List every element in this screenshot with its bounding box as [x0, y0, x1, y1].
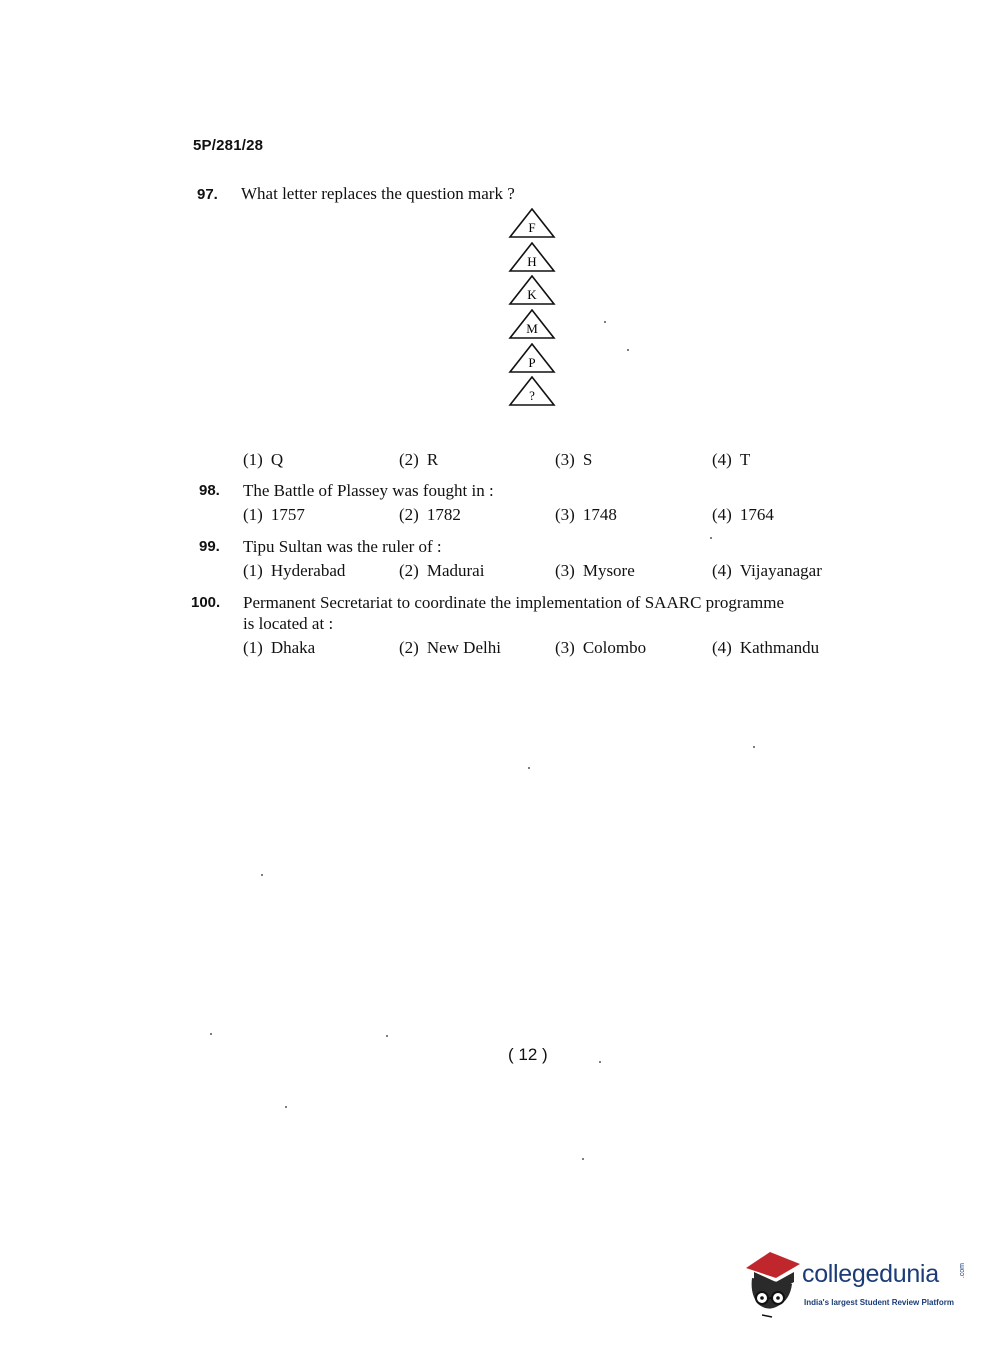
- scan-speck: [528, 767, 530, 769]
- triangle-letter: H: [527, 253, 537, 269]
- logo-wordmark: collegedunia: [802, 1260, 939, 1288]
- triangle-figure: [508, 275, 556, 305]
- triangle-figure: [508, 242, 556, 272]
- scan-speck: [753, 746, 755, 748]
- option-100-4[interactable]: (4) Kathmandu: [712, 638, 820, 657]
- collegedunia-logo: [742, 1248, 972, 1318]
- scan-speck: [710, 537, 712, 539]
- logo-tagline: India's largest Student Review Platform: [804, 1298, 954, 1307]
- option-100-1[interactable]: (1) Dhaka: [243, 638, 316, 657]
- graduate-mascot-icon: [742, 1248, 802, 1318]
- option-99-1[interactable]: (1) Hyderabad: [243, 561, 346, 580]
- question-100-text: [243, 592, 784, 634]
- question-100-number: 100.: [191, 594, 221, 611]
- question-99-text: Tipu Sultan was the ruler of :: [243, 537, 442, 556]
- question-97-text: What letter replaces the question mark ?: [241, 184, 515, 203]
- option-100-2[interactable]: (2) New Delhi: [399, 638, 501, 657]
- triangle-figure: [508, 376, 556, 406]
- option-98-2[interactable]: (2) 1782: [399, 505, 461, 524]
- option-98-4[interactable]: (4) 1764: [712, 505, 774, 524]
- scan-speck: [386, 1035, 388, 1037]
- scan-speck: [285, 1106, 287, 1108]
- option-97-3[interactable]: (3) S: [555, 450, 593, 469]
- question-100-text-line2: is located at :: [243, 614, 334, 633]
- question-97-number: 97.: [197, 186, 218, 203]
- triangle-sequence: [508, 208, 558, 410]
- triangle-letter: P: [528, 354, 536, 370]
- logo-domain-suffix: .com: [959, 1263, 966, 1279]
- question-98-text: The Battle of Plassey was fought in :: [243, 481, 494, 500]
- option-97-1[interactable]: (1) Q: [243, 450, 284, 469]
- scan-speck: [599, 1061, 601, 1063]
- option-98-3[interactable]: (3) 1748: [555, 505, 617, 524]
- question-98-number: 98.: [199, 482, 220, 499]
- option-100-3[interactable]: (3) Colombo: [555, 638, 647, 657]
- triangle-figure: [508, 309, 556, 339]
- triangle-letter: M: [526, 321, 538, 337]
- option-99-3[interactable]: (3) Mysore: [555, 561, 635, 580]
- scan-speck: [261, 874, 263, 876]
- scan-speck: [627, 349, 629, 351]
- scan-speck: [604, 321, 606, 323]
- triangle-letter: K: [527, 287, 537, 303]
- paper-code: 5P/281/28: [193, 137, 264, 154]
- triangle-figure: [508, 343, 556, 373]
- option-97-4[interactable]: (4) T: [712, 450, 751, 469]
- option-97-2[interactable]: (2) R: [399, 450, 439, 469]
- triangle-figure: [508, 208, 556, 238]
- option-99-4[interactable]: (4) Vijayanagar: [712, 561, 822, 580]
- option-99-2[interactable]: (2) Madurai: [399, 561, 485, 580]
- page-number: ( 12 ): [508, 1045, 548, 1064]
- option-98-1[interactable]: (1) 1757: [243, 505, 305, 524]
- scan-speck: [582, 1158, 584, 1160]
- triangle-letter: F: [528, 220, 536, 235]
- question-99-number: 99.: [199, 538, 220, 555]
- triangle-letter: ?: [529, 388, 535, 404]
- scan-speck: [210, 1033, 212, 1035]
- question-100-text-line1: Permanent Secretariat to coordinate the implementation of SAARC programme: [243, 593, 785, 612]
